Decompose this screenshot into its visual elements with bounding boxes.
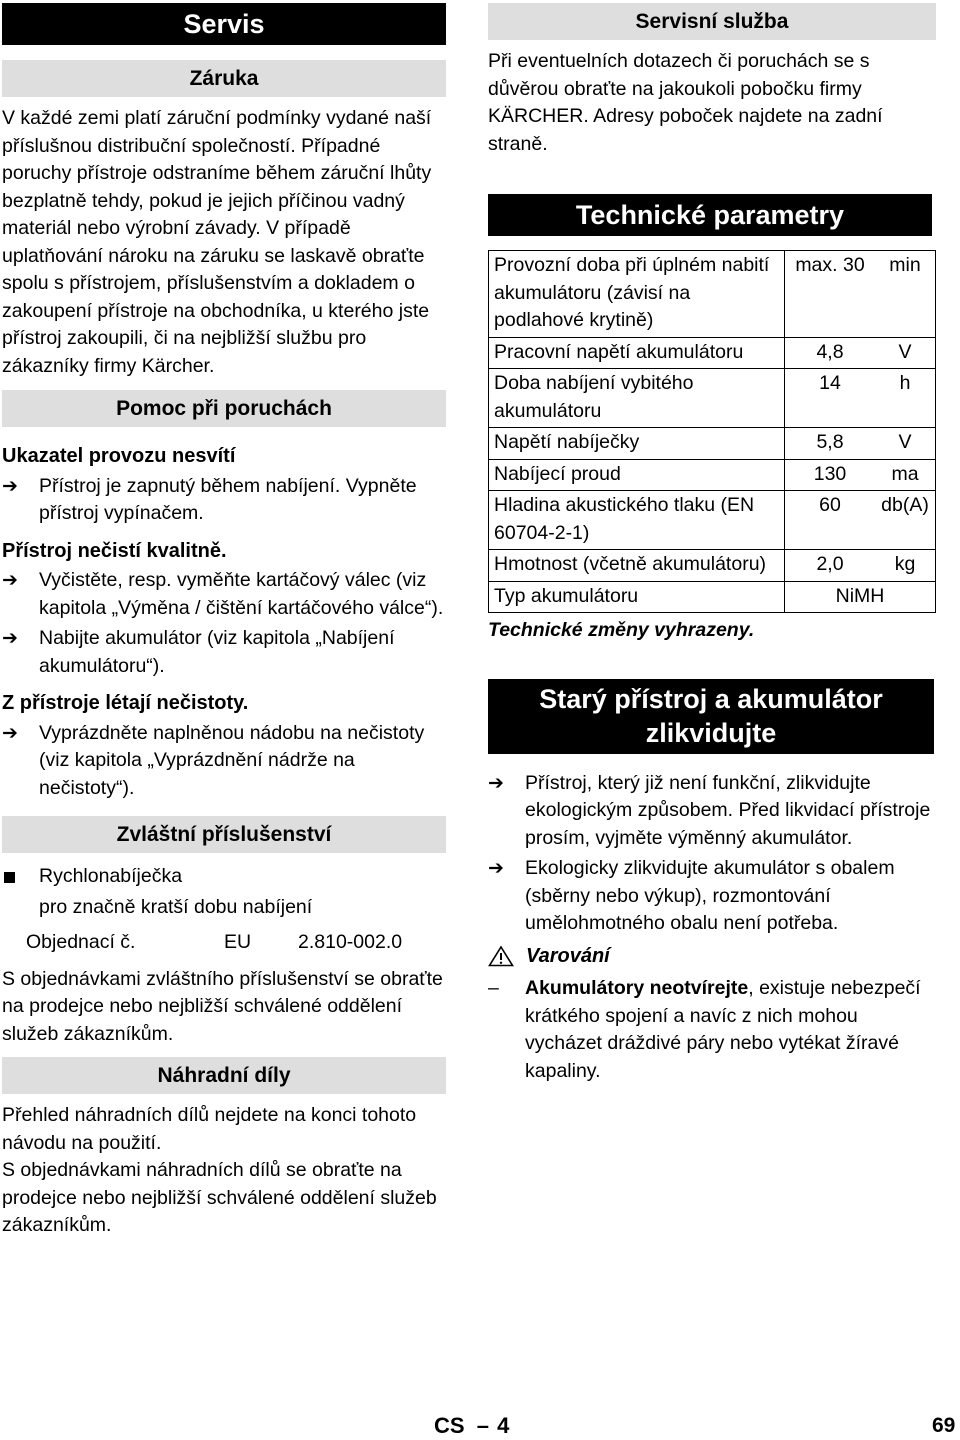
- spare-parts-text: Přehled náhradních dílů nejdete na konci tohoto návodu na použití.: [2, 1104, 417, 1154]
- tech-unit: kg: [875, 550, 936, 582]
- order-number: 2.810-002.0: [298, 931, 403, 953]
- footer-language: CS – 4: [434, 1413, 510, 1438]
- tech-heading: Technické parametry: [488, 194, 932, 236]
- right-column: [488, 0, 936, 1085]
- troubleshooting-heading: Pomoc při poruchách: [2, 390, 446, 427]
- warning-bold: Akumulátory neotvírejte: [525, 977, 749, 999]
- tech-unit: db(A): [875, 491, 936, 550]
- list-item: ➔ Přístroj je zapnutý během nabíjení. Vypněte přístroj vypínačem.: [2, 474, 417, 524]
- tech-row: [489, 251, 936, 338]
- accessories-text: S objednávkami zvláštního příslušenství se obraťte na prodejce nebo nejbližší schválené oddělení služeb zákazníkům.: [2, 967, 443, 1045]
- spare-parts-text: S objednávkami náhradních dílů se obraťte na prodejce nebo nejbližší schválené oddělení služeb zákazníkům.: [2, 1159, 437, 1236]
- tech-label: Hladina akustického tlaku (EN 60704-2-1): [489, 491, 785, 550]
- tech-label: Provozní doba při úplném nabití akumulátoru (závisí na podlahové krytině): [489, 251, 785, 338]
- tech-label: Hmotnost (včetně akumulátoru): [489, 550, 785, 582]
- spare-parts-heading: Náhradní díly: [2, 1057, 446, 1094]
- tech-label: Napětí nabíječky: [489, 428, 785, 460]
- list-item: Rychlonabíječka: [2, 863, 446, 891]
- arrow-icon: ➔: [2, 474, 18, 497]
- tech-unit: V: [875, 337, 936, 369]
- order-label: Objednací č.: [26, 931, 136, 953]
- dash-bullet: –: [488, 977, 499, 999]
- tech-row: [489, 491, 936, 550]
- tech-value: 5,8: [785, 428, 876, 460]
- warning-title: Varování: [526, 944, 610, 967]
- disposal-heading: Starý přístroj a akumulátor zlikvidujte: [488, 679, 934, 754]
- arrow-icon: ➔: [2, 721, 18, 744]
- list-item: ➔ Vyčistěte, resp. vyměňte kartáčový válec (viz kapitola „Výměna / čištění kartáčového válce“).: [2, 569, 444, 619]
- tech-row: [489, 337, 936, 369]
- accessories-heading: Zvláštní příslušenství: [2, 816, 446, 853]
- list-item: ➔ Nabijte akumulátor (viz kapitola „Nabíjení akumulátoru“).: [2, 627, 395, 677]
- warning-title-row: [488, 943, 936, 971]
- page-number: 69: [932, 1414, 956, 1437]
- arrow-icon: ➔: [2, 569, 18, 591]
- problem-title: Z přístroje létají nečistoty.: [2, 692, 249, 714]
- tech-value: 4,8: [785, 337, 876, 369]
- tech-unit: h: [875, 369, 936, 428]
- tech-row: [489, 581, 936, 613]
- problem-title: Přístroj nečistí kvalitně.: [2, 539, 227, 562]
- warning-text: , existuje nebezpečí krátkého spojení a navíc z nich mohou vycházet dráždivé páry nebo vytékat žíravé kapaliny.: [525, 977, 921, 1082]
- list-item: ➔ Přístroj, který již není funkční, zlikvidujte ekologickým způsobem. Před likvidací přístroje prosím, vyjměte výměnný akumulátor.: [488, 771, 931, 849]
- tech-value: 14: [785, 369, 876, 428]
- tech-value: 60: [785, 491, 876, 550]
- tech-table: [488, 250, 936, 613]
- service-heading: Servisní služba: [488, 3, 936, 40]
- warning-triangle-icon: [488, 945, 514, 967]
- square-bullet-icon: [4, 872, 15, 883]
- tech-note: Technické změny vyhrazeny.: [488, 619, 755, 641]
- tech-value: 130: [785, 459, 876, 491]
- tech-label: Pracovní napětí akumulátoru: [489, 337, 785, 369]
- tech-unit: min: [875, 251, 936, 338]
- tech-label: Doba nabíjení vybitého akumulátoru: [489, 369, 785, 428]
- tech-unit: V: [875, 428, 936, 460]
- tech-row: [489, 550, 936, 582]
- tech-label: Typ akumulátoru: [489, 581, 785, 613]
- service-text: Při eventuelních dotazech či poruchách se s důvěrou obraťte na jakoukoli pobočku firmy KÄRCHER. Adresy poboček najdete na zadní straně.: [488, 50, 883, 155]
- list-item: ➔ Ekologicky zlikvidujte akumulátor s obalem (sběrny nebo výkup), rozmontování umělohmotného obalu není potřeba.: [488, 857, 895, 934]
- list-item: ➔ Vyprázdněte naplněnou nádobu na nečistoty (viz kapitola „Vyprázdnění nádrže na nečistoty“).: [2, 721, 425, 799]
- warning-item: [488, 975, 936, 1085]
- tech-row: [489, 369, 936, 428]
- tech-unit: ma: [875, 459, 936, 491]
- warranty-text: V každé zemi platí záruční podmínky vydané naší příslušnou distribuční společností. Případné poruchy přístroje odstraníme během záruční lhůty bezplatně tehdy, pokud je jejich příčinou vadný materiál nebo výrobní závady. V případě uplatňování nároku na záruku se laskavě obraťte spolu s přístrojem, příslušenstvím a dokladem o zakoupení přístroje na obchodníka, u kterého jste přístroj zakoupili, či na nejbližší službu pro zákazníky firmy Kärcher.: [2, 107, 432, 377]
- tech-value: 2,0: [785, 550, 876, 582]
- accessory-description: pro značně kratší dobu nabíjení: [39, 895, 313, 918]
- arrow-icon: ➔: [2, 627, 18, 649]
- tech-row: [489, 428, 936, 460]
- tech-label: Nabíjecí proud: [489, 459, 785, 491]
- tech-row: [489, 459, 936, 491]
- order-region: EU: [224, 931, 252, 953]
- arrow-icon: ➔: [488, 771, 504, 794]
- problem-title: Ukazatel provozu nesvítí: [2, 445, 236, 467]
- arrow-icon: ➔: [488, 857, 504, 879]
- left-column: [2, 0, 446, 1240]
- tech-value: max. 30: [785, 251, 876, 338]
- main-title: Servis: [2, 3, 446, 45]
- order-number-row: [2, 929, 446, 957]
- tech-value: NiMH: [785, 581, 936, 613]
- warranty-heading: Záruka: [2, 60, 446, 97]
